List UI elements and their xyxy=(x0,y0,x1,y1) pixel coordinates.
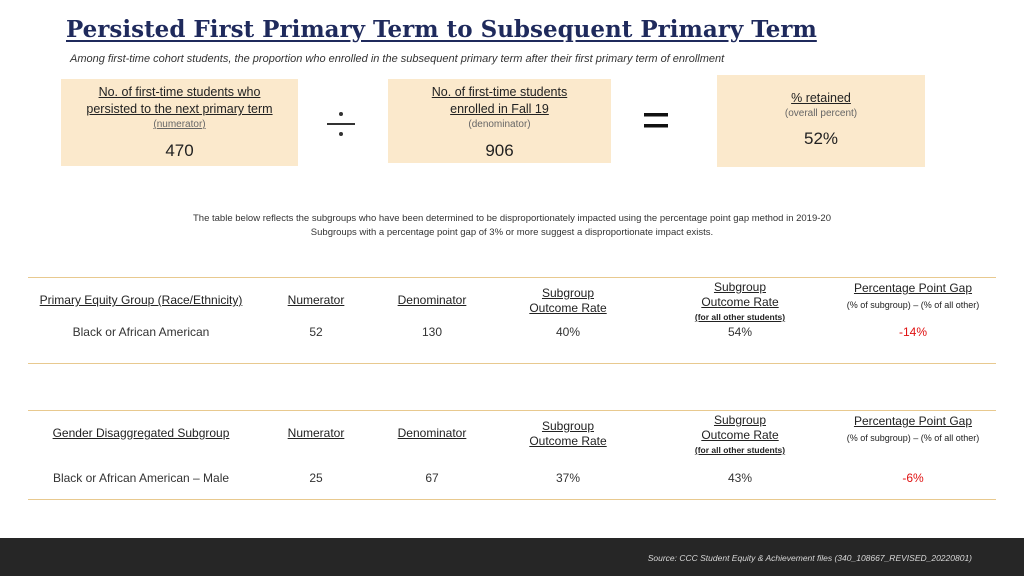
table1-bottom-rule xyxy=(28,363,996,364)
table1-top-rule xyxy=(28,277,996,278)
table2-header-gap: Percentage Point Gap (% of subgroup) – (% of all other) xyxy=(846,414,980,443)
divide-icon xyxy=(326,110,356,138)
table1-header-group: Primary Equity Group (Race/Ethnicity) xyxy=(39,293,243,307)
table1-cell-numerator: 52 xyxy=(309,325,323,339)
table2-header-group: Gender Disaggregated Subgroup xyxy=(52,426,230,440)
denominator-sub: (denominator) xyxy=(468,119,531,130)
table2-cell-denominator: 67 xyxy=(425,471,439,485)
table2-cell-gap: -6% xyxy=(902,471,924,485)
note-line2: Subgroups with a percentage point gap of 3% or more suggest a disproportionate impact exists. xyxy=(310,227,714,238)
result-sub: (overall percent) xyxy=(784,108,858,119)
table2-top-rule xyxy=(28,410,996,411)
table1-cell-group: Black or African American xyxy=(72,325,210,339)
table2-cell-group: Black or African American – Male xyxy=(52,471,230,485)
table1-header-gap: Percentage Point Gap (% of subgroup) – (% of all other) xyxy=(846,281,980,310)
denominator-label-line1: No. of first-time students xyxy=(431,85,568,99)
result-value: 52% xyxy=(803,129,839,148)
result-card xyxy=(717,75,925,167)
numerator-card xyxy=(61,79,298,166)
footer-source: Source: CCC Student Equity & Achievement files (340_108667_REVISED_20220801) xyxy=(647,553,972,563)
table1-cell-gap: -14% xyxy=(898,325,927,339)
table1-header-other-rate: Subgroup Outcome Rate (for all other students) xyxy=(694,280,786,322)
note-line1: The table below reflects the subgroups who have been determined to be disproportionately impacted using the percentage point gap method in 2019-20 xyxy=(193,213,831,224)
denominator-card xyxy=(388,79,611,163)
table2-header-denominator: Denominator xyxy=(397,426,467,440)
table2-header-other-rate: Subgroup Outcome Rate (for all other students) xyxy=(694,413,786,455)
numerator-label-line1: No. of first-time students who xyxy=(98,85,261,99)
table1-header-numerator: Numerator xyxy=(287,293,345,307)
footer-bar xyxy=(0,538,1024,576)
numerator-sub: (numerator) xyxy=(153,119,206,130)
table2-cell-other-rate: 43% xyxy=(727,471,753,485)
equals-icon xyxy=(643,110,669,132)
numerator-value: 470 xyxy=(165,141,194,160)
table1-header-denominator: Denominator xyxy=(397,293,467,307)
denominator-label-line2: enrolled in Fall 19 xyxy=(450,102,549,116)
table1-cell-denominator: 130 xyxy=(421,325,443,339)
table1-cell-other-rate: 54% xyxy=(727,325,753,339)
table2-cell-subgroup-rate: 37% xyxy=(555,471,581,485)
page-title: Persisted First Primary Term to Subsequent Primary Term xyxy=(66,16,817,43)
table2-header-subgroup-rate: Subgroup Outcome Rate xyxy=(529,419,607,448)
result-label: % retained xyxy=(791,91,851,105)
table1-header-subgroup-rate: Subgroup Outcome Rate xyxy=(529,286,607,315)
table2-bottom-rule xyxy=(28,499,996,500)
table2-header-numerator: Numerator xyxy=(287,426,345,440)
page-subtitle: Among first-time cohort students, the proportion who enrolled in the subsequent primary term after their first primary term of enrollment xyxy=(70,53,725,65)
denominator-value: 906 xyxy=(485,141,514,160)
numerator-label-line2: persisted to the next primary term xyxy=(86,102,273,116)
table2-cell-numerator: 25 xyxy=(309,471,323,485)
table1-cell-subgroup-rate: 40% xyxy=(555,325,581,339)
